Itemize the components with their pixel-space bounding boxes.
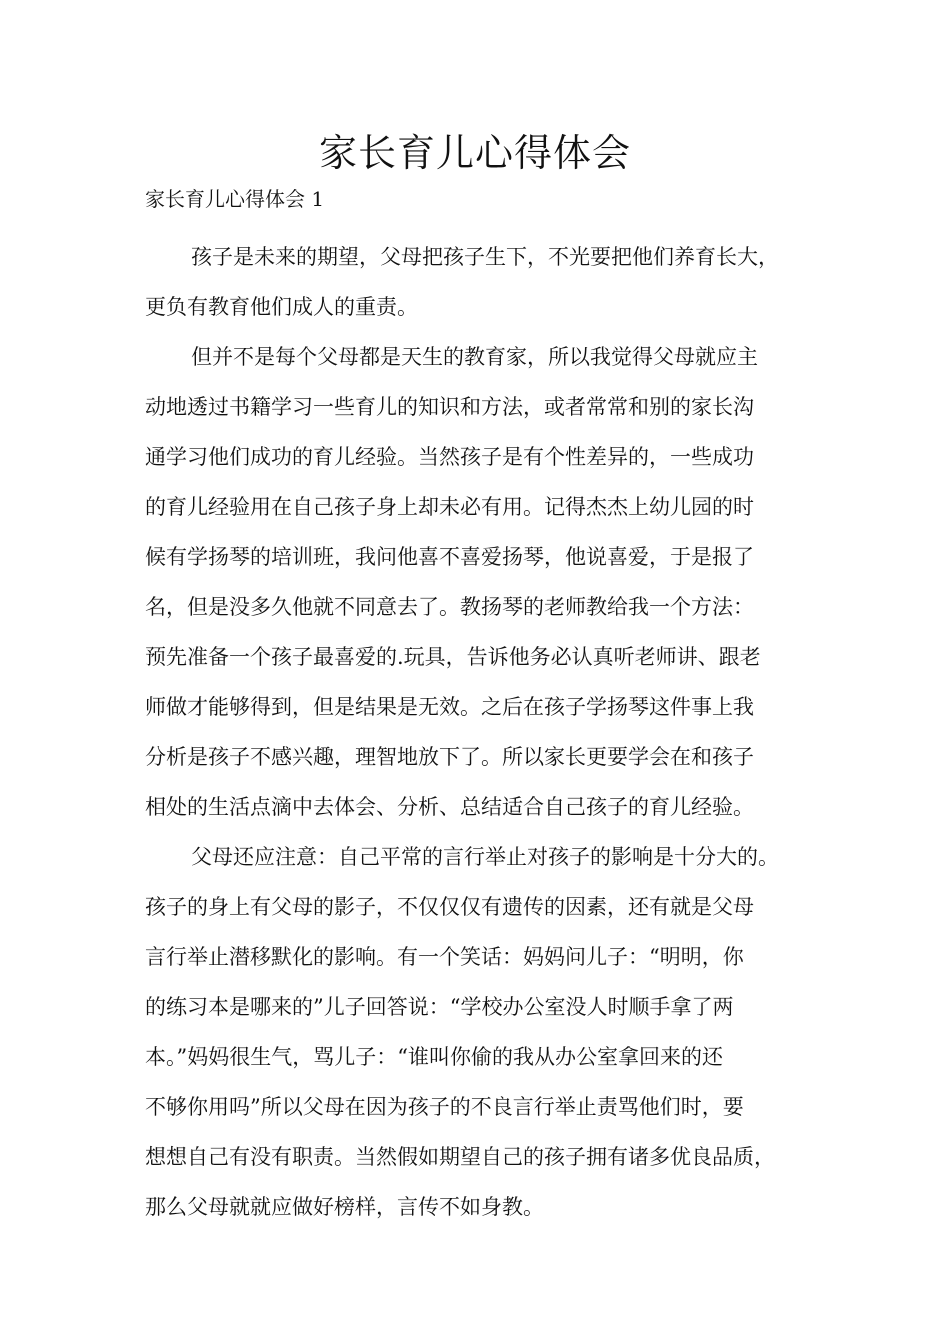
text-line: 但并不是每个父母都是天生的教育家，所以我觉得父母就应主 bbox=[191, 345, 758, 369]
text-line: 候有学扬琴的培训班，我问他喜不喜爱扬琴，他说喜爱，于是报了 bbox=[145, 545, 754, 569]
text-line: 的练习本是哪来的”儿子回答说：“学校办公室没人时顺手拿了两 bbox=[145, 995, 734, 1019]
paragraph-3 bbox=[145, 832, 810, 1232]
text-line: 孩子是未来的期望，父母把孩子生下，不光要把他们养育长大， bbox=[191, 245, 779, 269]
text-line: 预先准备一个孩子最喜爱的.玩具，告诉他务必认真听老师讲、跟老 bbox=[145, 645, 761, 669]
text-line: 相处的生活点滴中去体会、分析、总结适合自己孩子的育儿经验。 bbox=[145, 795, 754, 819]
paragraph-1 bbox=[145, 232, 810, 332]
paragraph-2 bbox=[145, 332, 810, 832]
text-line: 分析是孩子不感兴趣，理智地放下了。所以家长更要学会在和孩子 bbox=[145, 745, 754, 769]
text-line: 更负有教育他们成人的重责。 bbox=[145, 295, 418, 319]
text-line: 孩子的身上有父母的影子，不仅仅仅有遗传的因素，还有就是父母 bbox=[145, 895, 754, 919]
document-title: 家长育儿心得体会 bbox=[318, 131, 631, 175]
text-line: 的育儿经验用在自己孩子身上却未必有用。记得杰杰上幼儿园的时 bbox=[145, 495, 754, 519]
document-body bbox=[145, 232, 810, 1232]
text-line: 言行举止潜移默化的影响。有一个笑话：妈妈问儿子：“明明，你 bbox=[145, 945, 744, 969]
section-heading: 家长育儿心得体会 1 bbox=[145, 187, 325, 211]
text-line: 父母还应注意：自己平常的言行举止对孩子的影响是十分大的。 bbox=[191, 845, 779, 869]
text-line: 那么父母就就应做好榜样，言传不如身教。 bbox=[145, 1195, 544, 1219]
text-line: 想想自己有没有职责。当然假如期望自己的孩子拥有诸多优良品质， bbox=[145, 1145, 775, 1169]
text-line: 不够你用吗”所以父母在因为孩子的不良言行举止责骂他们时，要 bbox=[145, 1095, 744, 1119]
text-line: 动地透过书籍学习一些育儿的知识和方法，或者常常和别的家长沟 bbox=[145, 395, 754, 419]
text-line: 通学习他们成功的育儿经验。当然孩子是有个性差异的，一些成功 bbox=[145, 445, 754, 469]
text-line: 本。”妈妈很生气，骂儿子：“谁叫你偷的我从办公室拿回来的还 bbox=[145, 1045, 723, 1069]
text-line: 名，但是没多久他就不同意去了。教扬琴的老师教给我一个方法： bbox=[145, 595, 754, 619]
text-line: 师做才能够得到，但是结果是无效。之后在孩子学扬琴这件事上我 bbox=[145, 695, 754, 719]
